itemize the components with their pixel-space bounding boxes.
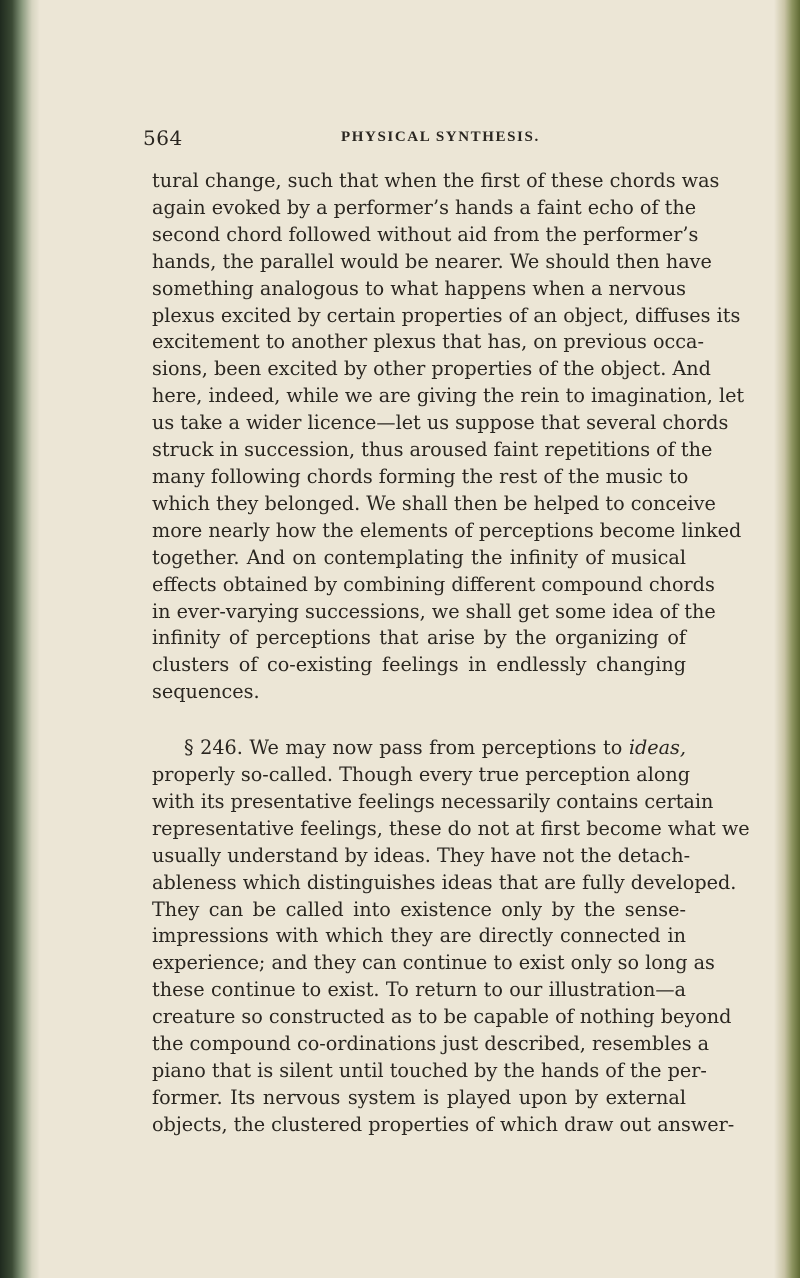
- text-line: representative feelings, these do not at first become what we: [152, 816, 750, 840]
- text-line: sions, been excited by other properties of the object. And: [152, 357, 711, 381]
- page-header: [143, 122, 663, 158]
- text-line: the compound co-ordinations just described, resembles a: [152, 1032, 710, 1056]
- text-line: impressions with which they are directly connected in: [152, 924, 686, 948]
- text-line: infinity of perceptions that arise by the organizing of: [152, 626, 686, 650]
- text-line: excitement to another plexus that has, on previous occa-: [152, 330, 704, 354]
- text-line: They can be called into existence only by the sense-: [152, 897, 686, 921]
- text-line: properly so-called. Though every true perception along: [152, 763, 691, 787]
- text-line: objects, the clustered properties of which draw out answer-: [152, 1112, 735, 1136]
- book-binding-right: [774, 0, 800, 1278]
- text-line: tural change, such that when the first of these chords was: [152, 169, 720, 192]
- text-line: many following chords forming the rest of the music to: [152, 464, 689, 488]
- text-line: again evoked by a performer’s hands a faint echo of the: [152, 195, 697, 219]
- text-line: second chord followed without aid from the performer’s: [152, 222, 699, 246]
- text-line: usually understand by ideas. They have not the detach-: [152, 843, 691, 867]
- text-line: plexus excited by certain properties of an object, diffuses its: [152, 303, 741, 327]
- text-line: with its presentative feelings necessarily contains certain: [152, 789, 714, 813]
- text-line: struck in succession, thus aroused faint repetitions of the: [152, 438, 713, 462]
- paragraph: [152, 735, 750, 1139]
- text-line: us take a wider licence—let us suppose that several chords: [152, 411, 729, 435]
- paragraph: [152, 168, 745, 706]
- text-line: former. Its nervous system is played upon by external: [152, 1085, 686, 1109]
- text-line: piano that is silent until touched by the hands of the per-: [152, 1059, 707, 1082]
- text-line: more nearly how the elements of perceptions become linked: [152, 518, 742, 542]
- text-line: here, indeed, while we are giving the rein to imagination, let: [152, 384, 745, 408]
- text-line: ableness which distinguishes ideas that are fully developed.: [152, 870, 737, 894]
- text-line: clusters of co-existing feelings in endlessly changing: [152, 653, 686, 677]
- running-head: PHYSICAL SYNTHESIS.: [341, 129, 540, 145]
- text-line: hands, the parallel would be nearer. We should then have: [152, 249, 712, 273]
- text-line: together. And on contemplating the infinity of musical: [152, 545, 686, 569]
- text-line: experience; and they can continue to exist only so long as: [152, 951, 715, 975]
- page-number: 564: [143, 126, 183, 150]
- book-binding-left: [0, 0, 40, 1278]
- italic-term: ideas,: [628, 736, 686, 760]
- text-line: these continue to exist. To return to our illustration—a: [152, 978, 686, 1002]
- text-line: something analogous to what happens when a nervous: [152, 276, 686, 300]
- section-lead-text: § 246. We may now pass from perceptions to: [184, 736, 629, 760]
- text-line: in ever-varying successions, we shall get some idea of the: [152, 599, 716, 623]
- text-line: creature so constructed as to be capable of nothing beyond: [152, 1005, 732, 1029]
- text-line: sequences.: [152, 680, 260, 704]
- text-line: which they belonged. We shall then be helped to conceive: [152, 491, 716, 515]
- paragraph-first-line: [152, 735, 686, 762]
- text-line: effects obtained by combining different compound chords: [152, 572, 715, 596]
- page-body: [152, 168, 750, 1139]
